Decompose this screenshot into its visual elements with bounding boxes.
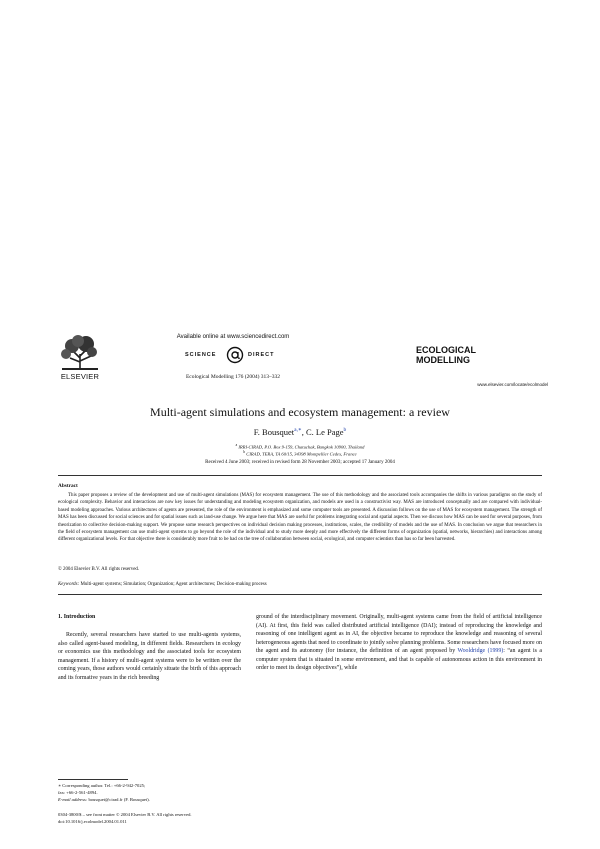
received-dates: Received 4 June 2003; received in revised form 28 November 2003; accepted 17 January 2004 bbox=[205, 460, 395, 465]
sciencedirect-at-icon bbox=[226, 346, 244, 364]
keywords-list: Multi-agent systems; Simulation; Organization; Agent architectures; Decision-making process bbox=[80, 582, 267, 587]
body-right-column bbox=[256, 613, 542, 673]
journal-name-line2: MODELLING bbox=[416, 354, 470, 365]
author-marks[interactable]: b bbox=[343, 427, 347, 434]
author-name: F. Bousquet bbox=[253, 427, 295, 437]
email-label: E-mail address: bbox=[58, 797, 88, 802]
author-list bbox=[58, 427, 542, 437]
email-address[interactable]: bousquet@cirad.fr (F. Bousquet). bbox=[87, 797, 150, 802]
section-heading: 1. Introduction bbox=[58, 614, 96, 620]
journal-url[interactable]: www.elsevier.com/locate/ecolmodel bbox=[477, 382, 548, 387]
keywords bbox=[58, 582, 542, 587]
affiliation-mark: a bbox=[235, 443, 238, 447]
journal-header bbox=[58, 334, 548, 392]
copyright-notice: © 2004 Elsevier B.V. All rights reserved. bbox=[58, 567, 140, 572]
divider bbox=[58, 594, 542, 595]
sciencedirect-left: SCIENCE bbox=[185, 352, 217, 358]
affiliation bbox=[58, 450, 542, 457]
body-text: : “an agent is a computer system that is situated in some environment, and that is capable of autonomous action in this environment in order to meet its design objectives”), while bbox=[256, 648, 542, 671]
elsevier-tree-icon bbox=[58, 334, 102, 372]
footnote-divider bbox=[58, 779, 128, 780]
sciencedirect-logo bbox=[170, 346, 310, 364]
journal-logo bbox=[416, 346, 486, 365]
elsevier-logo bbox=[58, 334, 102, 382]
doi-line[interactable]: doi:10.1016/j.ecolmodel.2004.01.011 bbox=[58, 819, 127, 824]
affiliation-text: IRRI-CIRAD, P.O. Box 9-159, Chatuchak, Bangkok 10900, Thailand bbox=[238, 444, 365, 450]
affiliation-text: CIRAD, TERA, TA 60/15, 34398 Montpellier Cedex, France bbox=[246, 451, 357, 457]
author-marks[interactable]: a,∗ bbox=[294, 427, 302, 434]
citation-link[interactable]: Wooldridge (1999) bbox=[457, 648, 504, 654]
keywords-label: Keywords: bbox=[58, 582, 80, 587]
journal-reference: Ecological Modelling 176 (2004) 313–332 bbox=[185, 374, 281, 380]
body-text: ground of the interdisciplinary movement. Originally, multi-agent systems came from the field of artificial intelligence (AI). At first, this field was called distributed artificial intelligence (DAI); instead of reproducing the knowledge and reasoning of one intelligent agent as in AI, the objective became to reproduce the knowledge and reasoning of several heterogeneous agents that need to coordinate to jointly solve planning problems. Some researchers have focused more on the agent and its autonomy (for instance, the definition of an agent proposed by bbox=[256, 614, 542, 654]
affiliation-mark: b bbox=[243, 450, 246, 454]
issn-line: 0304-3800/$ – see front matter © 2004 Elsevier B.V. All rights reserved. bbox=[58, 812, 192, 817]
footnote-fax: fax: +66-2-561-4894. bbox=[58, 790, 98, 795]
article-title: Multi-agent simulations and ecosystem management: a review bbox=[150, 405, 450, 419]
abstract-text: This paper proposes a review of the development and use of multi-agent simulations (MAS) for ecosystem management. The use of this methodology and the associated tools accompanies the shifts in various paradigms on the study of ecological complexity. Behavior and interactions are now key issues for understanding and modeling ecosystem organization, and models are used in a constructivist way. MAS are introduced conceptually and are compared with individual-based modeling approaches. Various architectures of agents are presented, the role of the environment is emphasized and some computer tools are presented. A discussion follows on the use of MAS for ecosystem management. The strength of MAS has been discussed for social sciences and for spatial issues such as land-use change. We argue here that MAS are useful for problems integrating social and spatial aspects. Then we discuss how MAS can be used for several purposes, from theorization to collective decision-making support. We propose some research perspectives on individual decision making processes, institutions, scales, the credibility of models and the use of MAS. In conclusion we argue that researchers in the field of ecosystem management can use multi-agent systems to go beyond the role of the individual and to study more deeply and more effectively the different forms of organization (spatial, networks, hierarchies) and interactions among different organizational levels. For that objective there is considerably more fruit to be had on the tree of collaboration between social, ecological, and computer scientists than has so far been harvested. bbox=[58, 493, 542, 543]
publisher-logo-text: ELSEVIER bbox=[60, 372, 100, 381]
affiliation bbox=[58, 443, 542, 450]
author-name: C. Le Page bbox=[305, 427, 344, 437]
footnote-email bbox=[58, 797, 248, 803]
journal-name-line1: ECOLOGICAL bbox=[416, 345, 476, 355]
available-online-text: Available online at www.sciencedirect.com bbox=[176, 334, 290, 340]
sciencedirect-right: DIRECT bbox=[248, 352, 275, 358]
divider bbox=[58, 475, 542, 476]
author-separator: , bbox=[301, 427, 306, 437]
footnote-corresponding: ∗ Corresponding author. Tel.: +66-2-942-7025; bbox=[58, 783, 146, 788]
body-left-column: Recently, several researchers have started to use multi-agents systems, also called agent-based modeling, in different fields. Researchers in ecology or economics use this methodology and the associated tools for ecosystem management. If a history of multi-agent systems were to be written over the coming years, those authors would certainly situate the birth of this approach and its formative years in the rich breeding bbox=[58, 632, 241, 681]
abstract-heading: Abstract bbox=[58, 483, 78, 489]
